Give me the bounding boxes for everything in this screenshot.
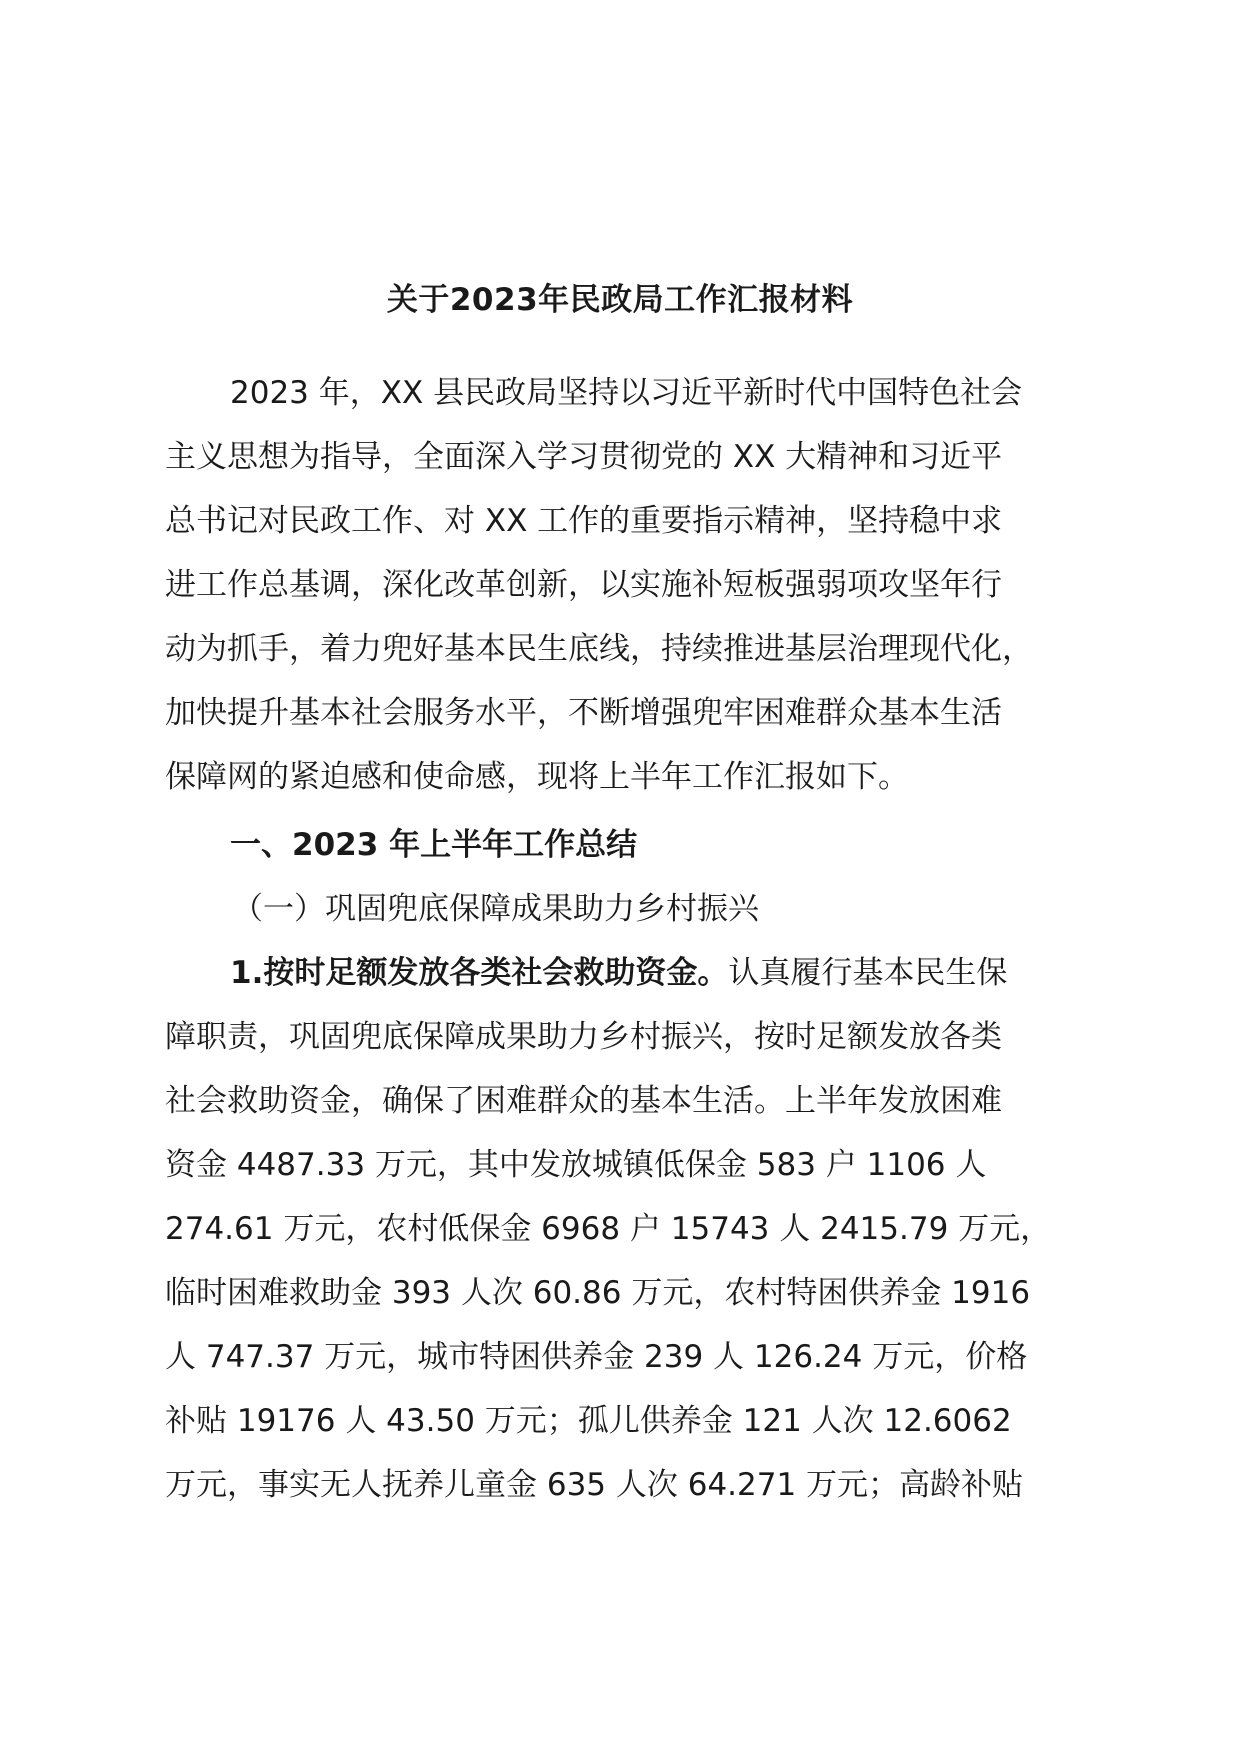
intro-line: 加快提升基本社会服务水平，不断增强兜牢困难群众基本生活 bbox=[165, 695, 1002, 731]
item1-text: 认真履行基本民生保 bbox=[728, 955, 1008, 991]
item1-heading: 1.按时足额发放各类社会救助资金。 bbox=[230, 955, 729, 991]
body-line: 临时困难救助金 393 人次 60.86 万元，农村特困供养金 1916 bbox=[165, 1275, 1031, 1311]
intro-line: 2023 年，XX 县民政局坚持以习近平新时代中国特色社会 bbox=[230, 375, 1023, 411]
item1-first-line bbox=[230, 941, 1115, 1005]
intro-line: 主义思想为指导，全面深入学习贯彻党的 XX 大精神和习近平 bbox=[165, 439, 1003, 475]
document-title: 关于2023年民政局工作汇报材料 bbox=[386, 282, 854, 318]
section-heading: 一、2023 年上半年工作总结 bbox=[230, 827, 638, 863]
intro-line: 保障网的紧迫感和使命感，现将上半年工作汇报如下。 bbox=[165, 759, 909, 795]
subsection-heading: （一）巩固兜底保障成果助力乡村振兴 bbox=[232, 891, 759, 927]
body-line: 障职责，巩固兜底保障成果助力乡村振兴，按时足额发放各类 bbox=[165, 1019, 1002, 1055]
body-line: 274.61 万元，农村低保金 6968 户 15743 人 2415.79 万元， bbox=[165, 1211, 1052, 1247]
intro-line: 总书记对民政工作、对 XX 工作的重要指示精神，坚持稳中求 bbox=[165, 503, 1003, 539]
body-line: 资金 4487.33 万元，其中发放城镇低保金 583 户 1106 人 bbox=[165, 1147, 987, 1183]
body-line: 人 747.37 万元，城市特困供养金 239 人 126.24 万元，价格 bbox=[165, 1339, 1028, 1375]
body-line: 补贴 19176 人 43.50 万元；孤儿供养金 121 人次 12.6062 bbox=[165, 1403, 1012, 1439]
intro-line: 动为抓手，着力兜好基本民生底线，持续推进基层治理现代化， bbox=[165, 631, 1033, 667]
body-line: 社会救助资金，确保了困难群众的基本生活。上半年发放困难 bbox=[165, 1083, 1002, 1119]
intro-line: 进工作总基调，深化改革创新，以实施补短板强弱项攻坚年行 bbox=[165, 567, 1002, 603]
body-line: 万元，事实无人抚养儿童金 635 人次 64.271 万元；高龄补贴 bbox=[165, 1467, 1024, 1503]
